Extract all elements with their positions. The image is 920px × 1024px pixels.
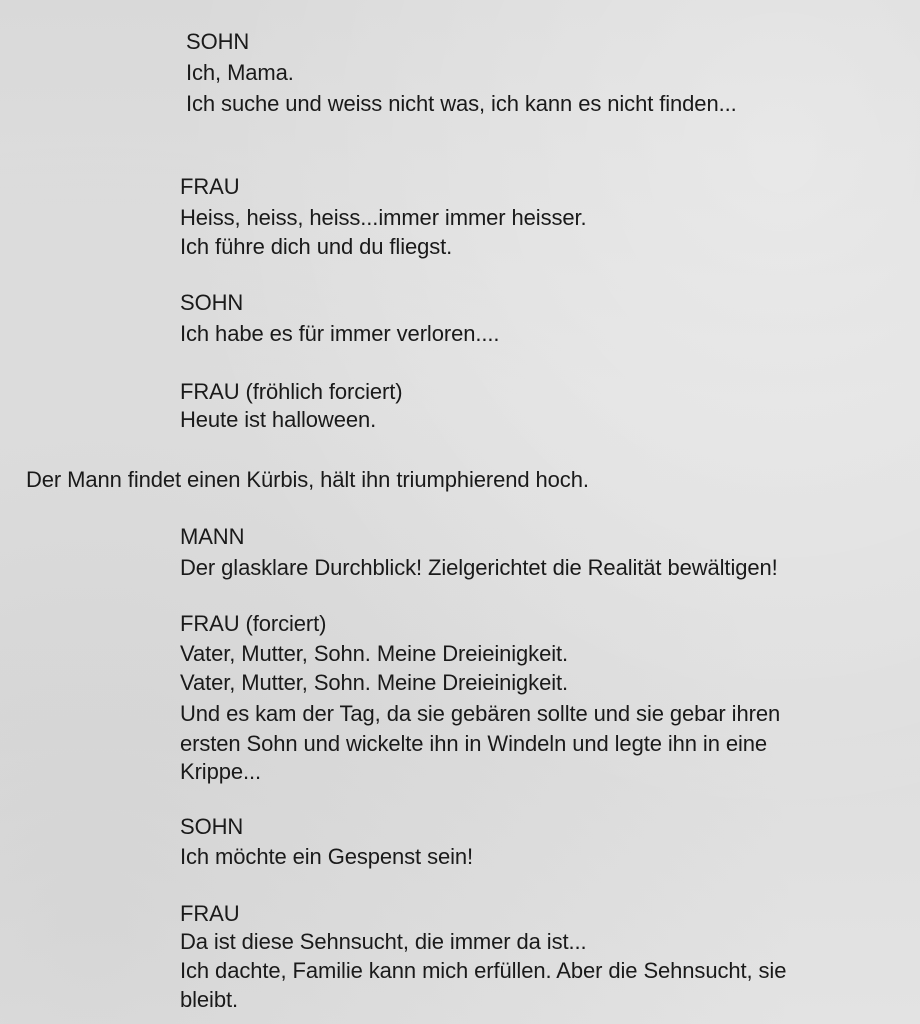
- dialogue-line: Ich führe dich und du fliegst.: [180, 234, 453, 259]
- stage-direction: Der Mann findet einen Kürbis, hält ihn triumphierend hoch.: [26, 467, 589, 492]
- dialogue-line: Heiss, heiss, heiss...immer immer heisser.: [180, 205, 587, 230]
- dialogue-line: Vater, Mutter, Sohn. Meine Dreieinigkeit.: [180, 641, 569, 666]
- speaker-name: SOHN: [180, 290, 244, 315]
- dialogue-line: Ich habe es für immer verloren....: [180, 321, 500, 346]
- dialogue-line: Ich möchte ein Gespenst sein!: [180, 844, 474, 869]
- dialogue-line: Ich suche und weiss nicht was, ich kann es nicht finden...: [186, 91, 737, 116]
- dialogue-line: Vater, Mutter, Sohn. Meine Dreieinigkeit.: [180, 670, 569, 695]
- speaker-name: MANN: [180, 524, 245, 549]
- speaker-name: SOHN: [186, 29, 250, 54]
- dialogue-line: bleibt.: [180, 987, 239, 1012]
- dialogue-line: Da ist diese Sehnsucht, die immer da ist...: [180, 929, 587, 954]
- dialogue-line: Der glasklare Durchblick! Zielgerichtet die Realität bewältigen!: [180, 555, 778, 580]
- speaker-name: FRAU (fröhlich forciert): [180, 379, 403, 404]
- dialogue-line: Heute ist halloween.: [180, 407, 377, 432]
- dialogue-line: ersten Sohn und wickelte ihn in Windeln und legte ihn in eine: [180, 731, 768, 756]
- speaker-name: FRAU: [180, 901, 240, 926]
- speaker-name: FRAU (forciert): [180, 611, 327, 636]
- speaker-name: SOHN: [180, 814, 244, 839]
- dialogue-line: Krippe...: [180, 759, 262, 784]
- dialogue-line: Und es kam der Tag, da sie gebären sollte und sie gebar ihren: [180, 701, 781, 726]
- speaker-name: FRAU: [180, 174, 240, 199]
- dialogue-line: Ich dachte, Familie kann mich erfüllen. Aber die Sehnsucht, sie: [180, 958, 787, 983]
- dialogue-line: Ich, Mama.: [186, 60, 294, 85]
